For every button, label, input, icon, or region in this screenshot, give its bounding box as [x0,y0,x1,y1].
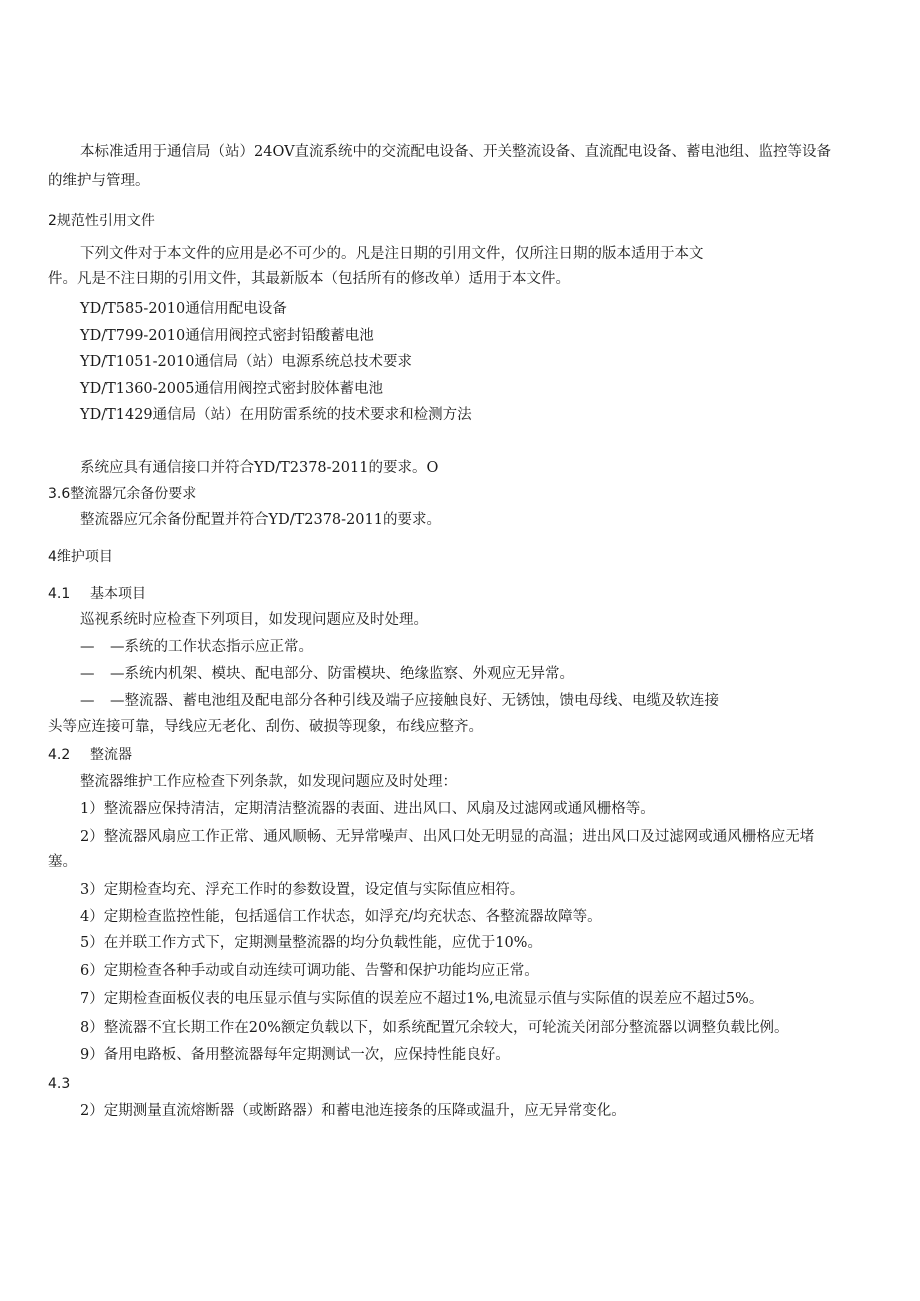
rectifier-intro: 整流器维护工作应检查下列条款，如发现问题应及时处理： [80,774,457,790]
rectifier-item: 5）在并联工作方式下，定期测量整流器的均分负载性能，应优于10%。 [80,935,542,951]
section-heading-references: 2规范性引用文件 [48,213,155,229]
rectifier-item: 9）备用电路板、备用整流器每年定期测试一次，应保持性能良好。 [80,1047,510,1063]
references-intro-line2: 件。凡是不注日期的引用文件，其最新版本（包括所有的修改单）适用于本文件。 [48,271,570,287]
comm-interface-text: 系统应具有通信接口并符合YD/T2378-2011的要求。O [80,460,439,476]
dc-distribution-item: 2）定期测量直流熔断器（或断路器）和蓄电池连接条的压降或温升，应无异常变化。 [80,1103,626,1119]
basic-item-continuation: 头等应连接可靠，导线应无老化、刮伤、破损等现象，布线应整齐。 [48,719,483,735]
reference-item: YD/T1360-2005通信用阀控式密封胶体蓄电池 [80,381,383,397]
subsection-number: 4.3 [48,1076,71,1092]
dash-marker: — [80,639,95,655]
scope-text-line2: 的维护与管理。 [48,173,150,189]
basic-item-text: —系统内机架、模块、配电部分、防雷模块、绝缘监察、外观应无异常。 [110,666,574,682]
subsection-title: 基本项目 [90,586,146,602]
section-heading-maintenance: 4维护项目 [48,549,113,565]
subsection-heading-rectifier [48,746,132,764]
reference-item: YD/T1429通信局（站）在用防雷系统的技术要求和检测方法 [80,407,472,423]
reference-item: YD/T799-2010通信用阀控式密封铅酸蓄电池 [80,328,374,344]
subsection-number: 4.1 [48,586,71,602]
section-heading-rectifier-redundancy: 3.6整流器冗余备份要求 [48,486,197,502]
basic-item [80,638,313,656]
rectifier-item: 8）整流器不宜长期工作在20%额定负载以下，如系统配置冗余较大，可轮流关闭部分整流器以调整负载比例。 [80,1020,789,1036]
basic-item [80,692,719,710]
rectifier-item: 6）定期检查各种手动或自动连续可调功能、告警和保护功能均应正常。 [80,963,539,979]
scope-text-line1: 本标准适用于通信局（站）24OV直流系统中的交流配电设备、开关整流设备、直流配电设备、蓄电池组、监控等设备 [80,144,832,160]
basic-item [80,665,574,683]
rectifier-item: 1）整流器应保持清洁，定期清洁整流器的表面、进出风口、风扇及过滤网或通风栅格等。 [80,801,655,817]
dash-marker: — [80,693,95,709]
basic-item-text: —系统的工作状态指示应正常。 [110,639,313,655]
rectifier-item: 7）定期检查面板仪表的电压显示值与实际值的误差应不超过1%,电流显示值与实际值的误差应不超过5%。 [80,991,764,1007]
references-intro-line1: 下列文件对于本文件的应用是必不可少的。凡是注日期的引用文件，仅所注日期的版本适用于本文 [80,246,704,262]
dash-marker: — [80,666,95,682]
rectifier-item: 3）定期检查均充、浮充工作时的参数设置，设定值与实际值应相符。 [80,882,525,898]
rectifier-item: 2）整流器风扇应工作正常、通风顺畅、无异常噪声、出风口处无明显的高温；进出风口及过滤网或通风栅格应无堵 [80,829,815,845]
rectifier-item-continuation: 塞。 [48,854,77,870]
rectifier-item: 4）定期检查监控性能，包括遥信工作状态，如浮充/均充状态、各整流器故障等。 [80,909,602,925]
subsection-heading-basic [48,585,146,603]
reference-item: YD/T1051-2010通信局（站）电源系统总技术要求 [80,354,412,370]
reference-item: YD/T585-2010通信用配电设备 [80,301,287,317]
basic-item-text: —整流器、蓄电池组及配电部分各种引线及端子应接触良好、无锈蚀，馈电母线、电缆及软连接 [110,693,719,709]
subsection-title: 整流器 [90,747,132,763]
rectifier-redundancy-text: 整流器应冗余备份配置并符合YD/T2378-2011的要求。 [80,512,441,528]
subsection-number: 4.2 [48,747,71,763]
basic-items-intro: 巡视系统时应检查下列项目，如发现问题应及时处理。 [80,612,428,628]
